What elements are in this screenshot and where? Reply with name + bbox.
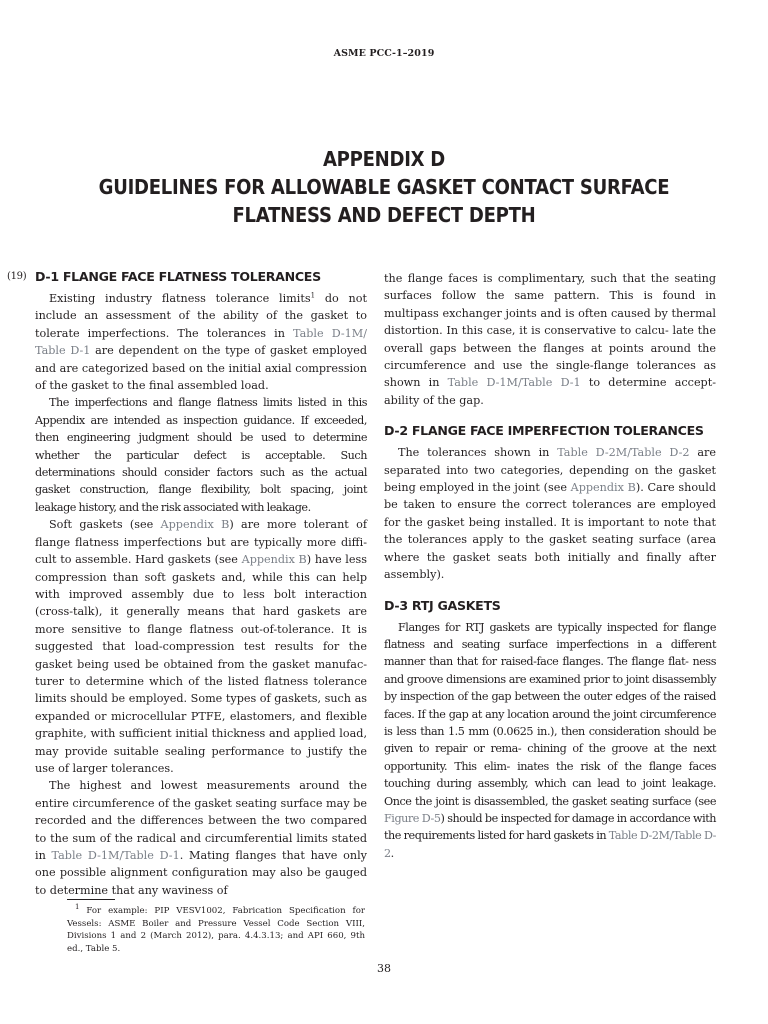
- appendix-title-line-2: GUIDELINES FOR ALLOWABLE GASKET CONTACT SURFACE: [98, 175, 670, 199]
- text-run: For example: PIP VESV1002, Fabrication Specification for Vessels: ASME Boiler and Pressure Vessel Code Section VIII, Divisions 1 and 2 (March 2012), para. 4.4.3.13; and API 660, 9th ed., Table 5.: [67, 906, 365, 954]
- right-column: [384, 270, 716, 862]
- footnote-text: [67, 905, 365, 955]
- table-d1-link[interactable]: Table D-1M/Table D-1: [447, 376, 581, 390]
- text-run: Flanges for RTJ gaskets are typically inspected for flange flatness and seating surface imperfections in a different manner than that for raised-face flanges. The flange flat- ness and groove dimensions are examined prior to joint disassembly by inspection of the gap between the outer edges of the raised faces. If the gap at any location around the joint circumference is less than 1.5 mm (0.0625 in.), then consideration should be given to repair or rema- chining of the groove at the next opportunity. This elim- inates the risk of the flange faces touching during assembly, which can lead to joint leakage. Once the joint is disassembled, the gasket seating surface (see: [384, 620, 716, 808]
- appendix-b-link[interactable]: Appendix B: [570, 481, 636, 495]
- d1-paragraph-2: The imperfections and flange flatness limits listed in this Appendix are intended as inspection guidance. If exceeded, then engineering judgment should be used to determine whether the particular defect is acceptable. Such determinations should consider factors such as the actual gasket construction, flange flexibility, bolt spacing, joint leakage history, and the risk associated with leakage.: [35, 396, 367, 514]
- footnote-divider: [67, 899, 115, 900]
- text-run: The highest and lowest measurements around the entire circumference of the gasket seating surface may be recorded and the differences between the two compared to the sum of the radical and circumferential limits stated in: [35, 779, 367, 862]
- footnote: [67, 905, 365, 955]
- appendix-title-line-1: APPENDIX D: [322, 147, 446, 171]
- table-d1-link[interactable]: Table D-1M/Table D-1: [51, 849, 180, 862]
- table-d2-link[interactable]: Table D-2M/Table D-2: [384, 829, 716, 860]
- d1-paragraph-3: [35, 516, 367, 777]
- text-run: .: [390, 846, 394, 860]
- table-d2-link[interactable]: Table D-2M/Table D-2: [557, 446, 690, 460]
- text-run: The tolerances shown in: [398, 446, 558, 460]
- appendix-title-line-3: FLATNESS AND DEFECT DEPTH: [232, 203, 536, 227]
- d1-paragraph-1: [35, 290, 367, 394]
- text-run: Soft gaskets (see: [49, 518, 161, 532]
- d3-paragraph-1: [384, 619, 716, 863]
- text-run: ) should be inspected for damage in accordance with the requirements listed for hard gaskets in: [384, 811, 717, 843]
- page-number: 38: [377, 962, 391, 975]
- appendix-b-link[interactable]: Appendix B: [241, 553, 307, 567]
- appendix-title: [81, 145, 686, 229]
- running-header: ASME PCC-1–2019: [333, 48, 435, 59]
- section-spacer: [384, 584, 716, 597]
- text-run: . Mating flanges that have only one possible alignment configuration may also be gauged to determine that any waviness of: [35, 849, 367, 897]
- section-d2-heading: D-2 FLANGE FACE IMPERFECTION TOLERANCES: [384, 423, 704, 439]
- text-run: the flange faces is complimentary, such that the seating surfaces follow the same pattern. This is found in multipass exchanger joints and is often caused by thermal distortion. In this case, it is conservative to calcu- late the overall gaps between the flanges at points around the circumference and use the single-flange tolerances as shown in: [384, 272, 716, 390]
- d1-paragraph-4-continued: [384, 270, 716, 409]
- text-run: are dependent on the type of gasket employed and are categorized based on the initial axial compression of the gasket to the final assembled load.: [35, 344, 367, 393]
- d2-paragraph-1: [384, 444, 716, 583]
- section-d1-heading: [7, 268, 367, 285]
- text-run: do not include an assessment of the ability of the gasket to tolerate imperfections. The tolerances in: [35, 292, 367, 340]
- text-run: ). Care should be taken to ensure the correct tolerances are employed for the gasket being installed. It is important to note that the tolerances apply to the gasket seating surface (area where the gasket seats both initially and finally after assembly).: [384, 481, 716, 582]
- text-run: ) are more tolerant of flange flatness imperfections but are typically more diffi- cult to assemble. Hard gaskets (see: [35, 518, 367, 567]
- footnote-ref[interactable]: 1: [310, 291, 316, 300]
- text-run: are separated into two categories, depending on the gasket being employed in the joint (see: [384, 446, 716, 495]
- section-d1-title: D-1 FLANGE FACE FLATNESS TOLERANCES: [35, 269, 321, 284]
- text-run: ) have less compression than soft gaskets and, while this can help with improved assembly due to less bolt interaction (cross-talk), it generally means that hard gaskets are more sensitive to flange flatness out-of-tolerance. It is suggested that load-compression test results for the gasket being used be obtained from the gasket manufac- turer to determine which of the listed flatness tolerance limits should be employed. Some types of gaskets, such as expanded or microcellular PTFE, elastomers, and flexible graphite, with sufficient initial thickness and applied load, may provide suitable sealing performance to justify the use of larger tolerances.: [35, 553, 367, 775]
- text-run: to determine accept- ability of the gap.: [384, 376, 716, 407]
- d1-paragraph-4: [35, 777, 367, 899]
- figure-d5-link[interactable]: Figure D-5: [384, 811, 441, 825]
- section-spacer: [384, 409, 716, 422]
- section-d3-heading: D-3 RTJ GASKETS: [384, 597, 501, 613]
- revision-marker: (19): [7, 271, 27, 282]
- table-d1-link[interactable]: Table D-1M/ Table D-1: [35, 326, 367, 358]
- appendix-b-link[interactable]: Appendix B: [160, 518, 230, 532]
- left-column: [7, 268, 367, 899]
- footnote-marker: 1: [75, 903, 80, 912]
- text-run: Existing industry flatness tolerance limits: [49, 292, 311, 305]
